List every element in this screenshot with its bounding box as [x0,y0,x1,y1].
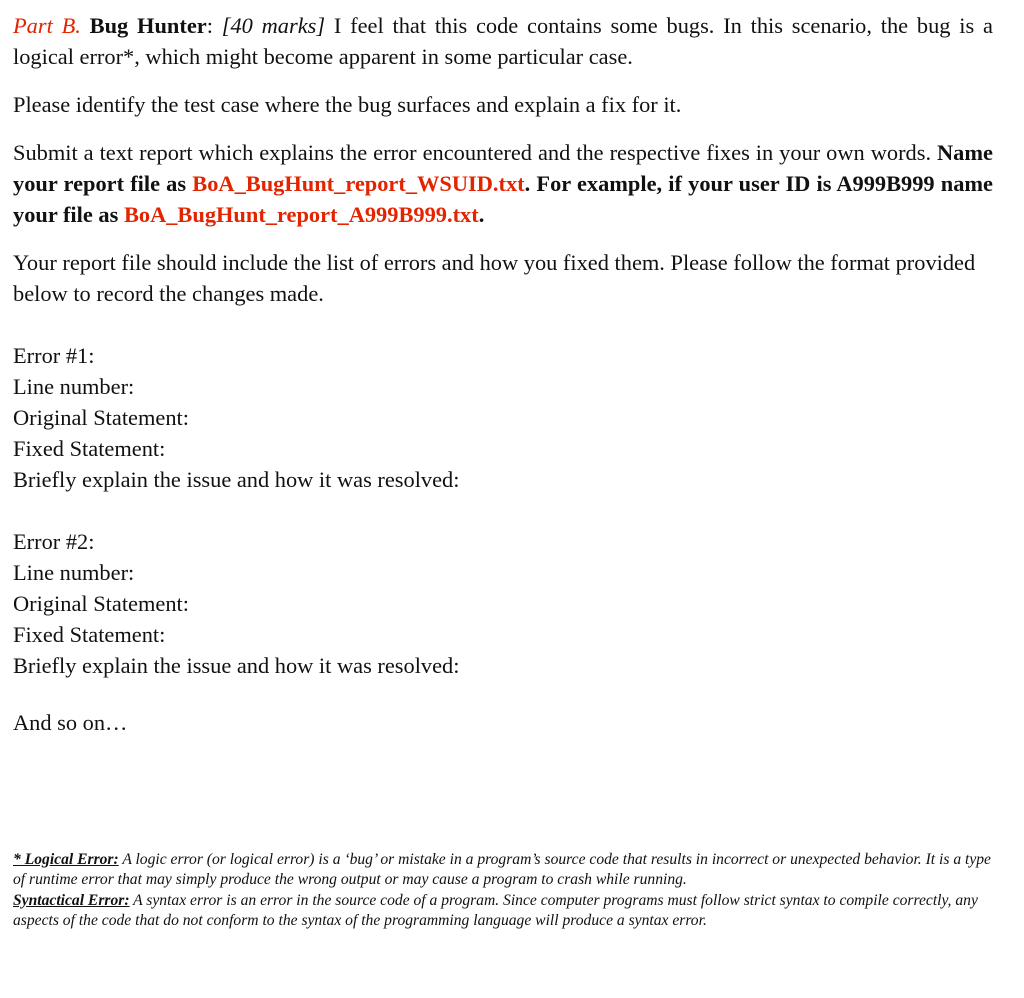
filename-template: BoA_BugHunt_report_WSUID.txt [192,171,525,196]
original-statement-label: Original Statement: [13,405,189,430]
footnote [13,850,993,931]
section-title: Bug Hunter [89,13,207,38]
logical-error-term: * Logical Error: [13,851,119,868]
marks-label: [40 marks] [221,13,326,38]
assignment-page [13,10,993,929]
error-number-label: Error #1: [13,343,95,368]
error-number-label: Error #2: [13,529,95,554]
footnote-syntax-error [13,891,993,932]
name-prefix: Name your report file as [13,140,993,196]
instruction-paragraph: Please identify the test case where the bug surfaces and explain a fix for it. [13,92,682,117]
fixed-statement-label: Fixed Statement: [13,436,166,461]
submission-paragraph [13,137,993,230]
error-template-1 [13,340,459,495]
original-statement-label: Original Statement: [13,591,189,616]
syntax-error-term: Syntactical Error: [13,891,130,909]
title-colon: : [206,13,213,38]
format-note-paragraph: Your report file should include the list of errors and how you fixed them. Please follow the format provided below to record the changes made. [13,250,976,306]
explanation-label: Briefly explain the issue and how it was resolved: [13,653,460,678]
error-template-2 [13,526,459,681]
end-period: . [478,202,485,227]
logical-error-definition: A logic error (or logical error) is a ‘bug’ or mistake in a program’s source code that results in incorrect or unexpected behavior. It is a type of runtime error that may simply produce the wrong output or may cause a program to crash while running. [13,851,991,889]
footnote-logical-error [13,850,993,891]
explanation-label: Briefly explain the issue and how it was resolved: [13,467,460,492]
part-label: Part B. [13,13,81,38]
submission-text: Submit a text report which explains the error encountered and the respective fixes in your own words. [13,140,932,165]
example-prefix: . For example, if your user ID is A999B999 name your file as [13,171,993,227]
line-number-label: Line number: [13,560,135,585]
intro-text: I feel that this code contains some bugs. In this scenario, the bug is a logical error*, which might become apparent in some particular case. [13,13,993,69]
syntax-error-definition: A syntax error is an error in the source code of a program. Since computer programs must follow strict syntax to compile correctly, any aspects of the code that do not conform to the syntax of the programming language will produce a syntax error. [13,891,978,929]
and-so-on-text: And so on… [13,710,128,735]
line-number-label: Line number: [13,374,135,399]
part-b-paragraph [13,10,993,72]
fixed-statement-label: Fixed Statement: [13,622,166,647]
example-filename: BoA_BugHunt_report_A999B999.txt [123,202,479,227]
